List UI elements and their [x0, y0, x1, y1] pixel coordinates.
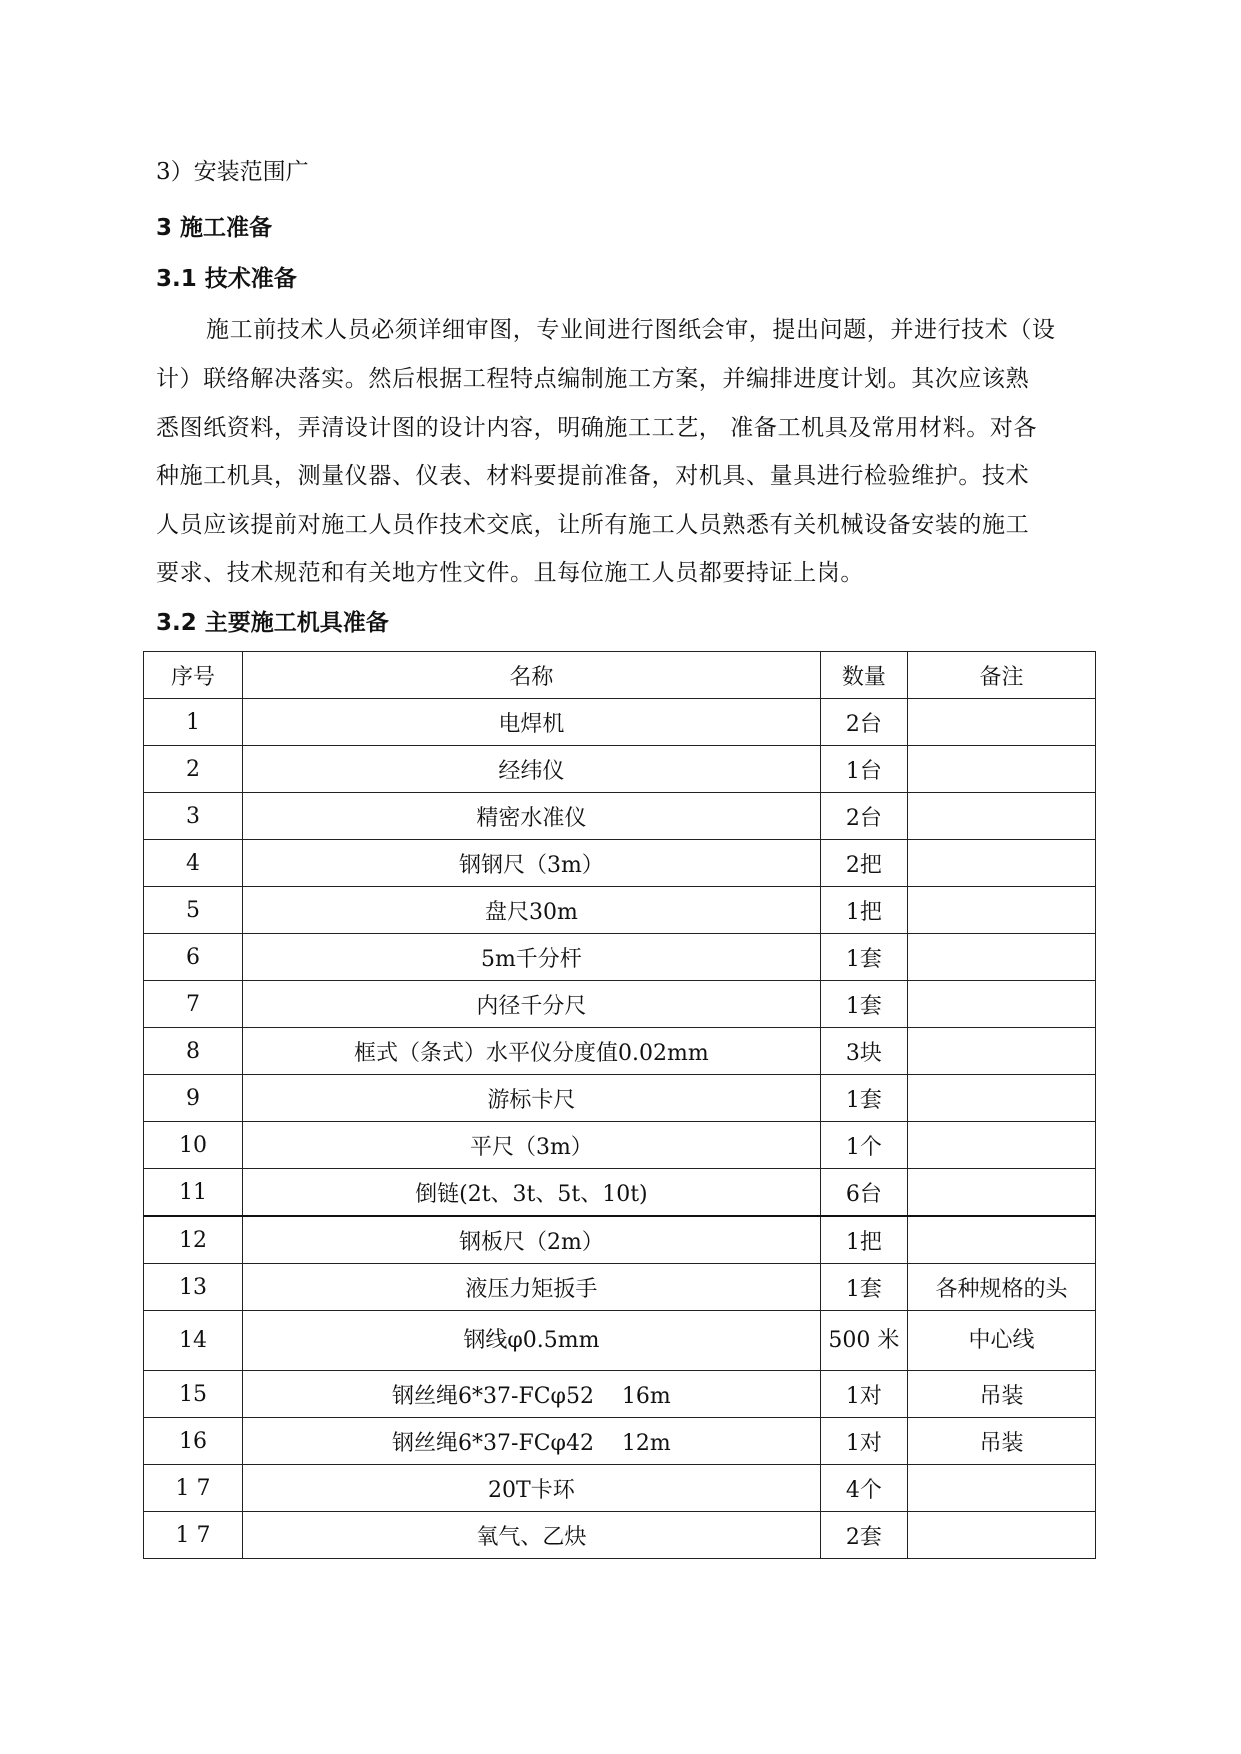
table-row [144, 1465, 1096, 1512]
cell-note [908, 934, 1096, 981]
cell-note [908, 1216, 1096, 1264]
cell-name: 平尺（3m） [243, 1122, 821, 1169]
cell-qty: 1套 [820, 1264, 907, 1311]
cell-no: 1 [144, 699, 243, 746]
cell-qty: 1把 [820, 1216, 907, 1264]
cell-name: 电焊机 [243, 699, 821, 746]
cell-qty: 1套 [820, 981, 907, 1028]
cell-no: 1 7 [144, 1465, 243, 1512]
table-row [144, 1122, 1096, 1169]
cell-no: 10 [144, 1122, 243, 1169]
cell-name: 游标卡尺 [243, 1075, 821, 1122]
cell-no: 5 [144, 887, 243, 934]
header-name: 名称 [243, 652, 821, 699]
cell-name: 框式（条式）水平仪分度值0.02mm [243, 1028, 821, 1075]
table-header-row [144, 652, 1096, 699]
cell-no: 3 [144, 793, 243, 840]
cell-no: 11 [144, 1169, 243, 1217]
cell-name: 内径千分尺 [243, 981, 821, 1028]
cell-no: 6 [144, 934, 243, 981]
cell-no: 2 [144, 746, 243, 793]
cell-note [908, 840, 1096, 887]
cell-name: 盘尺30m [243, 887, 821, 934]
cell-name: 5m千分杆 [243, 934, 821, 981]
header-note: 备注 [908, 652, 1096, 699]
cell-note [908, 887, 1096, 934]
cell-name: 氧气、乙炔 [243, 1512, 821, 1559]
cell-no: 8 [144, 1028, 243, 1075]
cell-qty: 2台 [820, 793, 907, 840]
table-row [144, 1264, 1096, 1311]
paragraph-line: 要求、技术规范和有关地方性文件。且每位施工人员都要持证上岗。 [156, 560, 864, 586]
cell-note: 中心线 [908, 1311, 1096, 1371]
cell-name: 倒链(2t、3t、5t、10t) [243, 1169, 821, 1217]
cell-note [908, 746, 1096, 793]
list-item-3: 3）安装范围广 [156, 159, 309, 185]
table-row [144, 934, 1096, 981]
cell-note [908, 1512, 1096, 1559]
cell-note [908, 981, 1096, 1028]
table-row [144, 1075, 1096, 1122]
cell-note [908, 793, 1096, 840]
cell-qty: 6台 [820, 1169, 907, 1217]
cell-no: 4 [144, 840, 243, 887]
cell-qty: 3块 [820, 1028, 907, 1075]
paragraph-line: 悉图纸资料，弄清设计图的设计内容，明确施工工艺， 准备工机具及常用材料。对各 [156, 415, 1038, 441]
cell-qty: 1把 [820, 887, 907, 934]
cell-name: 液压力矩扳手 [243, 1264, 821, 1311]
cell-name: 钢丝绳6*37-FCφ42 12m [243, 1418, 821, 1465]
cell-no: 16 [144, 1418, 243, 1465]
cell-note [908, 699, 1096, 746]
table-row [144, 887, 1096, 934]
header-no: 序号 [144, 652, 243, 699]
cell-note [908, 1122, 1096, 1169]
cell-qty: 500 米 [820, 1311, 907, 1371]
cell-name: 精密水准仪 [243, 793, 821, 840]
table-row [144, 793, 1096, 840]
cell-note: 各种规格的头 [908, 1264, 1096, 1311]
cell-note [908, 1169, 1096, 1217]
table-row [144, 840, 1096, 887]
paragraph-line: 施工前技术人员必须详细审图，专业间进行图纸会审，提出问题，并进行技术（设 [206, 317, 1056, 343]
tools-table [143, 651, 1096, 1559]
table-row [144, 1512, 1096, 1559]
cell-note: 吊装 [908, 1371, 1096, 1418]
cell-no: 9 [144, 1075, 243, 1122]
table-row [144, 1371, 1096, 1418]
cell-name: 钢线φ0.5mm [243, 1311, 821, 1371]
cell-note [908, 1028, 1096, 1075]
cell-name: 钢板尺（2m） [243, 1216, 821, 1264]
cell-note [908, 1465, 1096, 1512]
cell-qty: 1对 [820, 1371, 907, 1418]
paragraph-line: 人员应该提前对施工人员作技术交底，让所有施工人员熟悉有关机械设备安装的施工 [156, 512, 1030, 538]
section-heading: 3 施工准备 [156, 215, 273, 241]
cell-name: 钢钢尺（3m） [243, 840, 821, 887]
cell-qty: 1台 [820, 746, 907, 793]
cell-qty: 1套 [820, 1075, 907, 1122]
cell-qty: 2把 [820, 840, 907, 887]
cell-name: 钢丝绳6*37-FCφ52 16m [243, 1371, 821, 1418]
table-row [144, 1028, 1096, 1075]
paragraph-line: 种施工机具，测量仪器、仪表、材料要提前准备，对机具、量具进行检验维护。技术 [156, 463, 1030, 489]
cell-no: 14 [144, 1311, 243, 1371]
cell-name: 20T卡环 [243, 1465, 821, 1512]
cell-qty: 1个 [820, 1122, 907, 1169]
paragraph-line: 计）联络解决落实。然后根据工程特点编制施工方案，并编排进度计划。其次应该熟 [156, 366, 1030, 392]
cell-note [908, 1075, 1096, 1122]
subsection-heading-tools: 3.2 主要施工机具准备 [156, 610, 389, 636]
table-row [144, 746, 1096, 793]
table-row [144, 1311, 1096, 1371]
cell-no: 1 7 [144, 1512, 243, 1559]
cell-qty: 4个 [820, 1465, 907, 1512]
table-row [144, 1418, 1096, 1465]
table-row [144, 981, 1096, 1028]
cell-note: 吊装 [908, 1418, 1096, 1465]
cell-no: 12 [144, 1216, 243, 1264]
cell-no: 7 [144, 981, 243, 1028]
cell-qty: 1对 [820, 1418, 907, 1465]
table-row [144, 1169, 1096, 1217]
cell-name: 经纬仪 [243, 746, 821, 793]
cell-qty: 1套 [820, 934, 907, 981]
table-row [144, 1216, 1096, 1264]
subsection-heading-tech: 3.1 技术准备 [156, 266, 297, 292]
cell-no: 15 [144, 1371, 243, 1418]
header-qty: 数量 [820, 652, 907, 699]
cell-qty: 2套 [820, 1512, 907, 1559]
cell-no: 13 [144, 1264, 243, 1311]
cell-qty: 2台 [820, 699, 907, 746]
table-row [144, 699, 1096, 746]
